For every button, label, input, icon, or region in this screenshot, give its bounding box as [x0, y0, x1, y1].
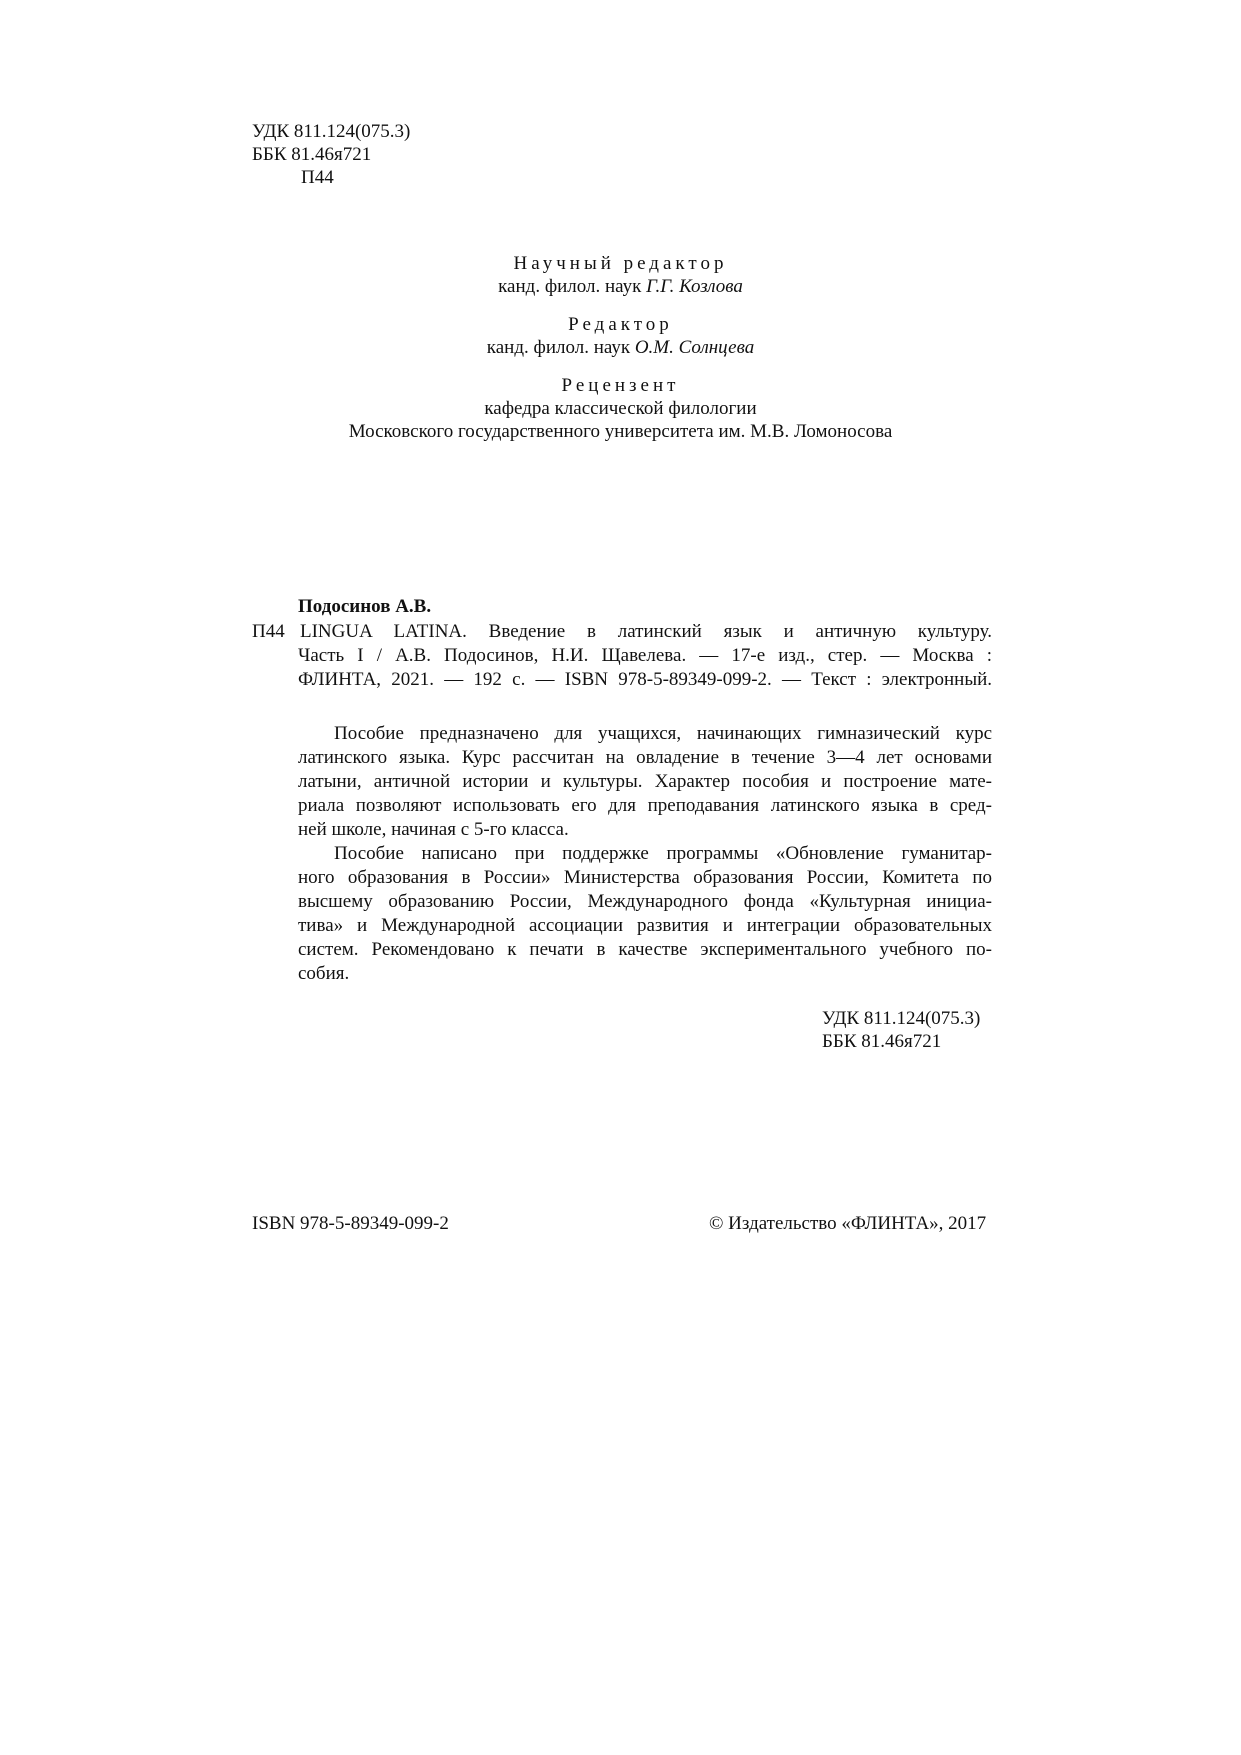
top-author-mark: П44	[301, 167, 334, 188]
footer-copyright: © Издательство «ФЛИНТА», 2017	[709, 1213, 987, 1234]
top-udk: УДК 811.124(075.3)	[252, 121, 411, 142]
abstract-p2-line: ного образования в России» Министерства образования России, Комитета по	[298, 867, 992, 888]
biblio-line-3: ФЛИНТА, 2021. — 192 с. — ISBN 978-5-89349-099-2. — Текст : электронный.	[298, 669, 992, 690]
reviewer-line-2: Московского государственного университета им. М.В. Ломоносова	[348, 421, 893, 442]
biblio-line-1: LINGUA LATINA. Введение в латинский язык и античную культуру.	[300, 621, 992, 642]
abstract-p2-line: высшему образованию России, Международного фонда «Культурная инициа-	[298, 891, 992, 912]
scientific-editor-group	[0, 252, 1241, 298]
editor-name: О.М. Солнцева	[634, 337, 755, 358]
biblio-mark: П44	[252, 621, 285, 642]
editor-group	[0, 313, 1241, 359]
scientific-editor-name: Г.Г. Козлова	[646, 276, 743, 297]
credits-block	[0, 252, 1241, 458]
scientific-editor-line	[0, 275, 1241, 298]
scientific-editor-role: Научный редактор	[513, 253, 728, 274]
bottom-bbk: ББК 81.46я721	[822, 1031, 942, 1052]
abstract-p1-line: латинского языка. Курс рассчитан на овладение в течение 3—4 лет основами	[298, 747, 992, 768]
editor-line	[0, 336, 1241, 359]
top-bbk: ББК 81.46я721	[252, 144, 372, 165]
abstract-p1-line: риала позволяют использовать его для преподавания латинского языка в сред-	[298, 795, 992, 816]
abstract-p2-line: систем. Рекомендовано к печати в качестве экспериментального учебного по-	[298, 939, 992, 960]
abstract-p1-line: Пособие предназначено для учащихся, начинающих гимназический курс	[334, 723, 992, 744]
abstract-p2-line: собия.	[298, 963, 350, 984]
reviewer-role: Рецензент	[561, 375, 680, 396]
editor-degree: канд. филол. наук	[486, 337, 631, 358]
abstract-p1-line: ней школе, начиная с 5-го класса.	[298, 819, 569, 840]
bottom-udk: УДК 811.124(075.3)	[822, 1008, 981, 1029]
abstract-p2-line: Пособие написано при поддержке программы «Обновление гуманитар-	[334, 843, 992, 864]
footer-isbn: ISBN 978-5-89349-099-2	[252, 1213, 449, 1234]
reviewer-group	[0, 374, 1241, 443]
biblio-line-2: Часть I / А.В. Подосинов, Н.И. Щавелева. — 17-е изд., стер. — Москва :	[298, 645, 992, 666]
abstract-p2-line: тива» и Международной ассоциации развития и интеграции образовательных	[298, 915, 992, 936]
biblio-author: Подосинов А.В.	[298, 596, 432, 617]
scientific-editor-degree: канд. филол. наук	[498, 276, 642, 297]
abstract-p1-line: латыни, античной истории и культуры. Характер пособия и построение мате-	[298, 771, 992, 792]
editor-role: Редактор	[568, 314, 673, 335]
reviewer-line-1: кафедра классической филологии	[484, 398, 757, 419]
